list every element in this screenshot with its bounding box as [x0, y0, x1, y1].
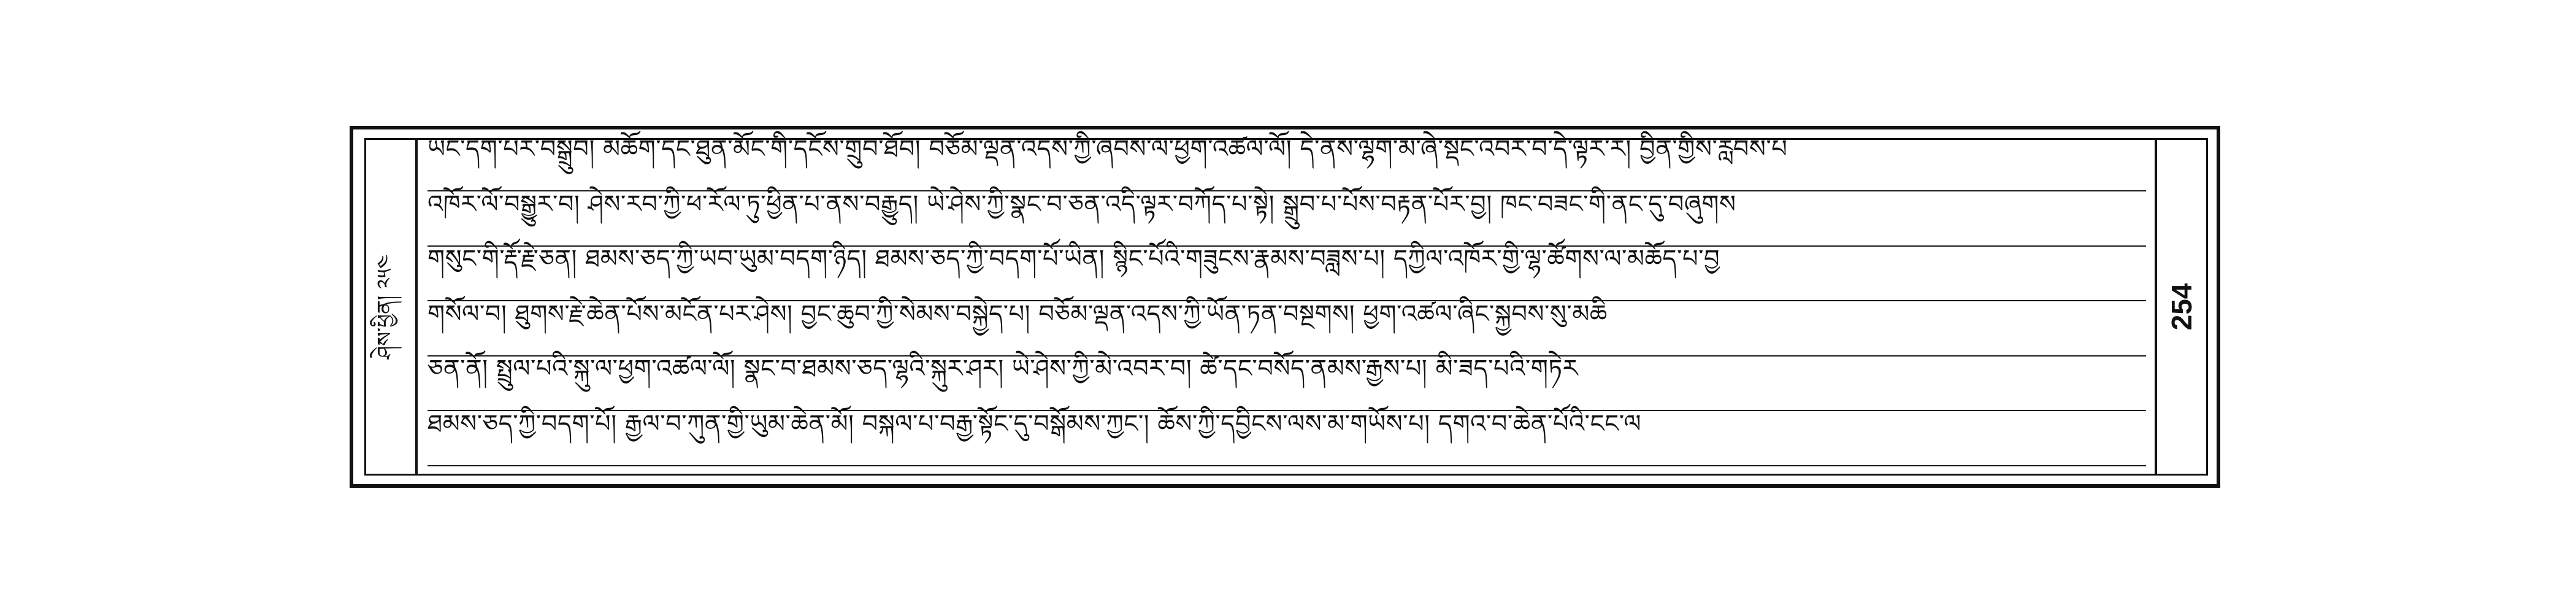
margin-title: ཤེས་ཕྱིན། ༢༥༤	[373, 254, 397, 360]
text-line-5: ཅན་ནོ། སྤྲུལ་པའི་སྐུ་ལ་ཕྱག་འཚལ་ལོ། སྣང་བ་ཐམས་ཅད་ལྷའི་སྐུར་ཤར། ཡེ་ཤེས་ཀྱི་མེ་འབར་བ། ཚེ་དང་བསོད་ནམས་རྒྱས་པ། མི་ཟད་པའི་གཏེར	[427, 371, 2146, 411]
text-line-1: ཡང་དག་པར་བསྒྲུབ། མཆོག་དང་ཐུན་མོང་གི་དངོས་གྲུབ་ཐོབ། བཅོམ་ལྡན་འདས་ཀྱི་ཞབས་ལ་ཕྱག་འཚལ་ལོ། དེ་ནས་ལྷག་མ་ཞེ་སྡང་འབར་བ་དེ་ལྟར་ར། བྱིན་གྱིས་རླབས་པ	[427, 151, 2146, 191]
inner-frame	[364, 135, 2208, 476]
text-line-4: གསོལ་བ། ཐུགས་རྗེ་ཆེན་པོས་མངོན་པར་ཤེས། བྱང་ཆུབ་ཀྱི་སེམས་བསྐྱེད་པ། བཅོམ་ལྡན་འདས་ཀྱི་ཡོན་ཏན་བསྔགས། ཕྱག་འཚལ་ཞིང་སྐྱབས་སུ་མཆི	[427, 316, 2146, 357]
right-margin	[2155, 140, 2206, 474]
text-block	[427, 135, 2146, 466]
left-margin	[366, 140, 418, 474]
text-line-3: གསུང་གི་རྡོ་རྗེ་ཅན། ཐམས་ཅད་ཀྱི་ཡབ་ཡུམ་བདག་ཉིད། ཐམས་ཅད་ཀྱི་བདག་པོ་ཡིན། སྙིང་པོའི་གཟུངས་རྣམས་བཟླས་པ། དཀྱིལ་འཁོར་གྱི་ལྷ་ཚོགས་ལ་མཆོད་པ་བྱ	[427, 261, 2146, 301]
text-line-2: འཁོར་ལོ་བསྒྱུར་བ། ཤེས་རབ་ཀྱི་ཕ་རོལ་ཏུ་ཕྱིན་པ་ནས་བརྒྱུད། ཡེ་ཤེས་ཀྱི་སྣང་བ་ཅན་འདི་ལྟར་བཀོད་པ་སྟེ། སྒྲུབ་པ་པོས་བརྟན་པོར་བྱ། ཁང་བཟང་གི་ནང་དུ་བཞུགས	[427, 206, 2146, 247]
text-line-6: ཐམས་ཅད་ཀྱི་བདག་པོ། རྒྱལ་བ་ཀུན་གྱི་ཡུམ་ཆེན་མོ། བསྐལ་པ་བརྒྱ་སྟོང་དུ་བསྒོམས་ཀྱང་། ཆོས་ཀྱི་དབྱིངས་ལས་མ་གཡོས་པ། དགའ་བ་ཆེན་པོའི་ངང་ལ	[427, 426, 2146, 466]
pecha-folio	[350, 126, 2220, 488]
page-number: 254	[2166, 283, 2198, 331]
